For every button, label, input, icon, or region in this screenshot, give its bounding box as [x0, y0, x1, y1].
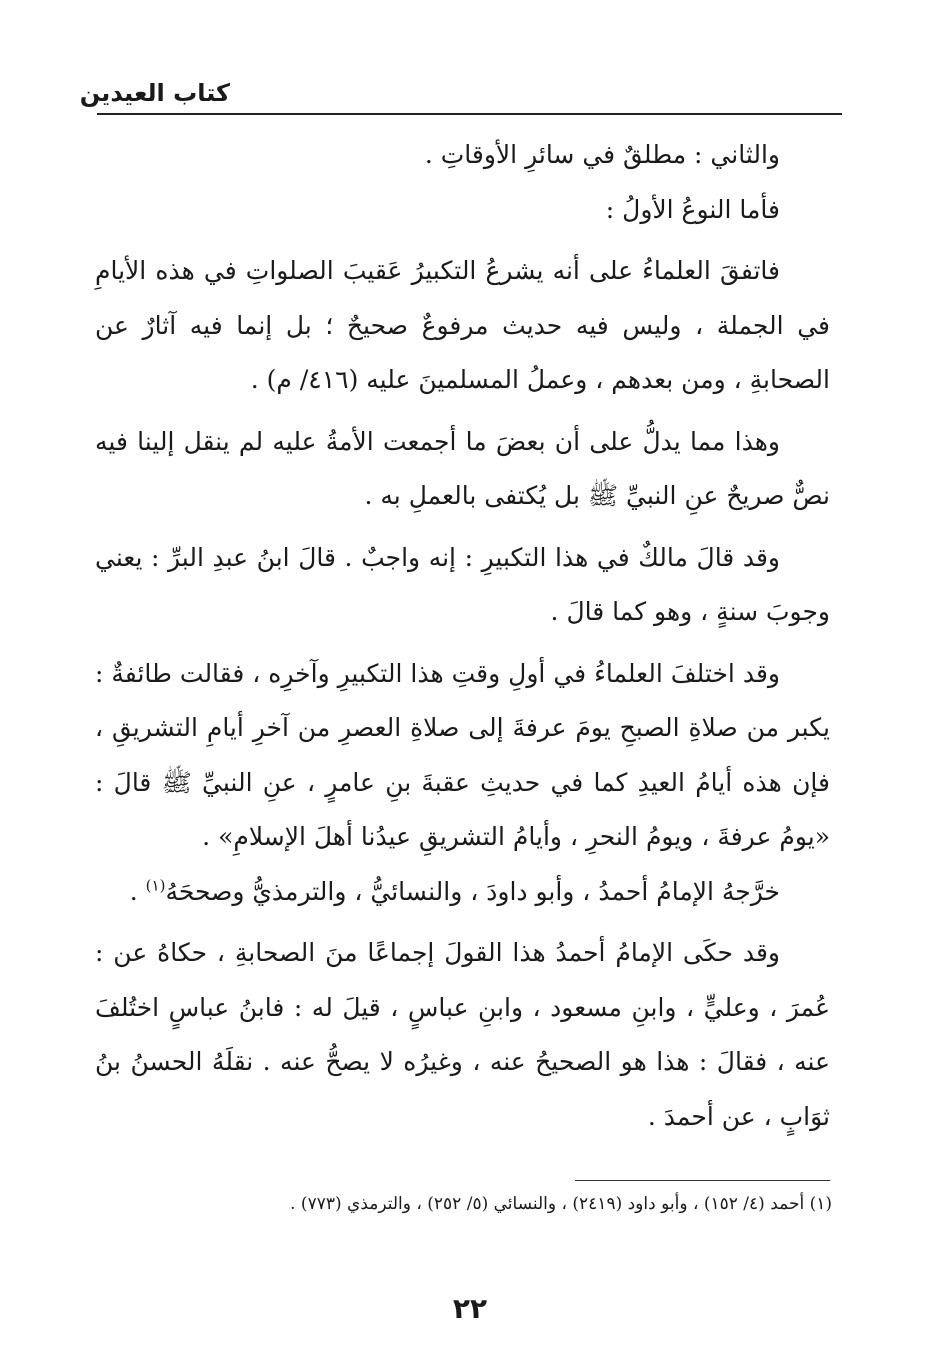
- page-number: ٢٢: [452, 1292, 488, 1325]
- footnote-marker: (١): [145, 876, 166, 895]
- footnote: (١) أحمد (٤/ ١٥٢) ، وأبو داود (٢٤١٩) ، والنسائي (٥/ ٢٥٢) ، والترمذي (٧٧٣) .: [290, 1194, 832, 1214]
- paragraph-7-end: .: [129, 876, 146, 906]
- footnote-rule: [575, 1180, 830, 1181]
- running-header: كتاب العيدين: [79, 79, 230, 107]
- paragraph-1: والثاني : مطلقٌ في سائرِ الأوقاتِ .: [424, 140, 780, 169]
- paragraph-2: فأما النوعُ الأولُ :: [605, 194, 780, 224]
- paragraph-8: وقد حكَى الإمامُ أحمدُ هذا القولَ إجماعًا منَ الصحابةِ ، حكاهُ عن : عُمرَ ، وعليٍّ ، وابنِ مسعود ، وابنِ عباسٍ ، قيلَ له : فابنُ عباسٍ اختُلفَ عنه ، فقالَ : هذا هو الصحيحُ عنه ، وغيرُه لا يصحُّ عنه . نقلَهُ الحسنُ بنُ ثوَابٍ ، عن أحمدَ .: [95, 938, 830, 1131]
- paragraph-7-text: خرَّجهُ الإمامُ أحمدُ ، وأبو داودَ ، والنسائيُّ ، والترمذيُّ وصححَهُ: [165, 876, 780, 906]
- paragraph-5: وقد قالَ مالكٌ في هذا التكبيرِ : إنه واجبٌ . قالَ ابنُ عبدِ البرِّ : يعني وجوبَ سنةٍ ، وهو كما قالَ .: [95, 542, 830, 626]
- main-text: [95, 128, 830, 1144]
- paragraph-4: وهذا مما يدلُّ على أن بعضَ ما أجمعت الأمةُ عليه لم ينقل إلينا فيه نصٌّ صريحٌ عنِ النبيِّ ﷺ بل يُكتفى بالعملِ به .: [95, 426, 830, 510]
- paragraph-7: [95, 865, 830, 920]
- header-rule: [97, 113, 842, 115]
- paragraph-3: فاتفقَ العلماءُ على أنه يشرعُ التكبيرُ عَقيبَ الصلواتِ في هذه الأيامِ في الجملة ، وليس فيه حديث مرفوعٌ صحيحٌ ؛ بل إنما فيه آثارٌ عن الصحابةِ ، ومن بعدهم ، وعملُ المسلمينَ عليه (٤١٦/ م) .: [95, 256, 830, 394]
- paragraph-6: وقد اختلفَ العلماءُ في أولِ وقتِ هذا التكبيرِ وآخرِه ، فقالت طائفةٌ : يكبر من صلاةِ الصبحِ يومَ عرفةَ إلى صلاةِ العصرِ من آخرِ أيامِ التشريقِ ، فإن هذه أيامُ العيدِ كما في حديثِ عقبةَ بنِ عامرٍ ، عنِ النبيِّ ﷺ قالَ : «يومُ عرفةَ ، ويومُ النحرِ ، وأيامُ التشريقِ عيدُنا أهلَ الإسلامِ» .: [95, 658, 830, 851]
